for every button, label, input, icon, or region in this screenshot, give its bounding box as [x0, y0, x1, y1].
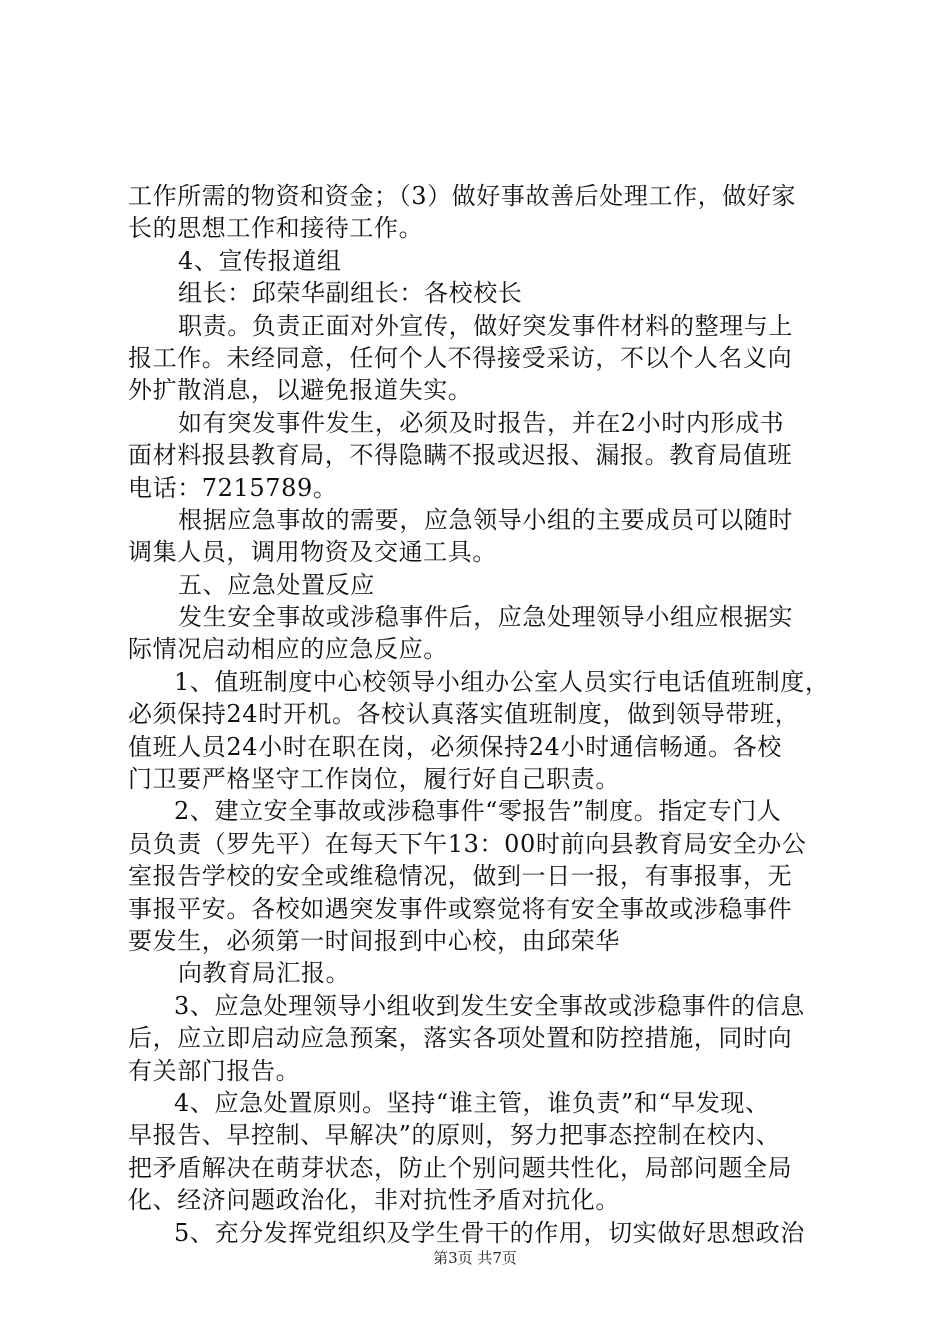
- text-line: 4、应急处置原则。坚持“谁主管，谁负责”和“早发现、: [174, 1088, 770, 1117]
- text-line: 电话：7215789。: [128, 473, 338, 502]
- text-line: 后，应立即启动应急预案，落实各项处置和防控措施，同时向: [128, 1024, 793, 1053]
- text-line: 把矛盾解决在萌芽状态，防止个别问题共性化，局部问题全局: [128, 1153, 793, 1182]
- section-heading: 4、宣传报道组: [178, 246, 342, 275]
- text-line: 值班人员24小时在职在岗，必须保持24小时通信畅通。各校: [128, 732, 782, 761]
- text-line: 门卫要严格坚守工作岗位，履行好自己职责。: [128, 765, 620, 794]
- text-line: 员负责（罗先平）在每天下午13：00时前向县教育局安全办公: [128, 829, 807, 858]
- text-line: 向教育局汇报。: [178, 959, 351, 988]
- text-line: 必须保持24时开机。各校认真落实值班制度，做到领导带班，: [128, 700, 800, 729]
- section-heading: 五、应急处置反应: [178, 570, 375, 599]
- text-line: 职责。负责正面对外宣传，做好突发事件材料的整理与上: [178, 311, 793, 340]
- text-line: 早报告、早控制、早解决”的原则，努力把事态控制在校内、: [128, 1121, 781, 1150]
- text-line: 事报平安。各校如遇突发事件或察觉将有安全事故或涉稳事件: [128, 894, 793, 923]
- text-line: 报工作。未经同意，任何个人不得接受采访，不以个人名义向: [128, 343, 793, 372]
- text-line: 1、值班制度中心校领导小组办公室人员实行电话值班制度，: [174, 667, 830, 696]
- text-line: 外扩散消息，以避免报道失实。: [128, 376, 473, 405]
- text-line: 工作所需的物资和资金；（3）做好事故善后处理工作，做好家: [128, 182, 797, 210]
- text-line: 如有突发事件发生，必须及时报告，并在2小时内形成书: [178, 408, 785, 437]
- text-line: 组长：邱荣华副组长：各校校长: [178, 279, 523, 308]
- text-line: 调集人员，调用物资及交通工具。: [128, 538, 497, 567]
- text-line: 面材料报县教育局，不得隐瞒不报或迟报、漏报。教育局值班: [128, 441, 793, 470]
- text-line: 2、建立安全事故或涉稳事件“零报告”制度。指定专门人: [174, 797, 782, 826]
- text-line: 有关部门报告。: [128, 1056, 301, 1085]
- text-line: 发生安全事故或涉稳事件后，应急处理领导小组应根据实: [178, 603, 793, 632]
- text-line: 3、应急处理领导小组收到发生安全事故或涉稳事件的信息: [174, 991, 805, 1020]
- text-line: 长的思想工作和接待工作。: [128, 214, 424, 243]
- text-line: 根据应急事故的需要，应急领导小组的主要成员可以随时: [178, 505, 793, 534]
- text-line: 际情况启动相应的应急反应。: [128, 635, 448, 664]
- text-line: 室报告学校的安全或维稳情况，做到一日一报，有事报事，无: [128, 862, 793, 891]
- page-footer: 第3页 共7页: [433, 1249, 517, 1267]
- text-line: 化、经济问题政治化，非对抗性矛盾对抗化。: [128, 1186, 620, 1215]
- text-line: 5、充分发挥党组织及学生骨干的作用，切实做好思想政治: [174, 1218, 805, 1247]
- text-line: 要发生，必须第一时间报到中心校，由邱荣华: [128, 926, 620, 955]
- document-body: [128, 180, 840, 1249]
